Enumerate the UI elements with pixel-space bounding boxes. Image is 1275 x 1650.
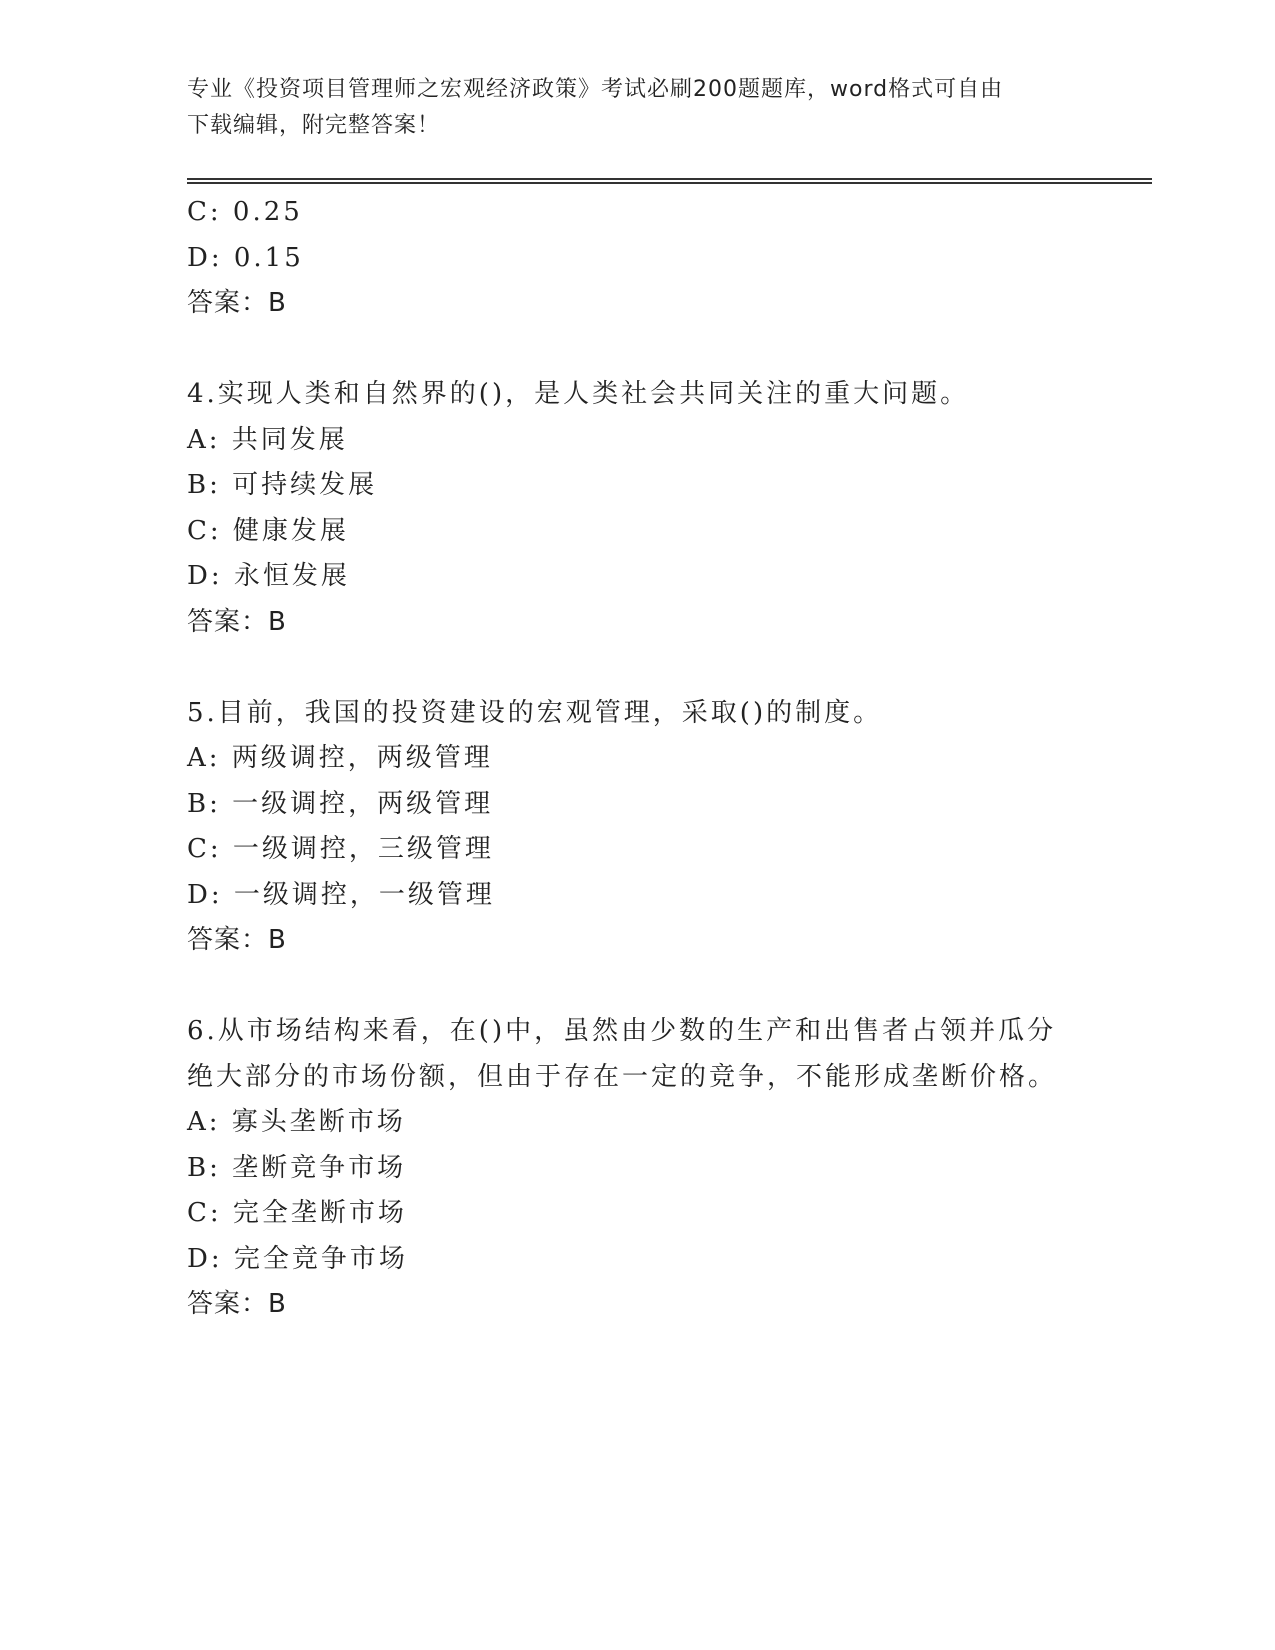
q3-answer: 答案：B (187, 288, 287, 318)
spacer (187, 327, 1087, 373)
header-line-1: 专业《投资项目管理师之宏观经济政策》考试必刷200题题库，word格式可自由 (187, 77, 1004, 102)
spacer (187, 964, 1087, 1010)
q6-stem-line-2: 绝大部分的市场份额，但由于存在一定的竞争，不能形成垄断价格。 (187, 1061, 1058, 1092)
q4-answer: 答案：B (187, 606, 287, 637)
q6-answer: 答案：B (187, 1289, 287, 1319)
q4-option-d: D: 永恒发展 (187, 561, 350, 591)
q5-option-c: C: 一级调控，三级管理 (187, 834, 494, 864)
q6-option-a: A: 寡头垄断市场 (187, 1107, 406, 1137)
q6-option-d: D: 完全竞争市场 (187, 1243, 408, 1274)
question-list (187, 190, 1087, 1328)
header-line-2: 下载编辑，附完整答案！ (187, 113, 441, 138)
document-header (187, 72, 1067, 144)
q4-option-a: A: 共同发展 (187, 424, 348, 455)
q4-stem: 4.实现人类和自然界的()，是人类社会共同关注的重大问题。 (187, 379, 970, 409)
q5-option-d: D: 一级调控，一级管理 (187, 879, 495, 910)
q4-option-b: B: 可持续发展 (187, 470, 378, 500)
q6-option-b: B: 垄断竞争市场 (187, 1152, 407, 1183)
question-4 (187, 372, 1087, 645)
question-5 (187, 691, 1087, 964)
q5-stem: 5.目前，我国的投资建设的宏观管理，采取()的制度。 (187, 697, 883, 728)
q5-option-a: A: 两级调控，两级管理 (187, 743, 493, 773)
question-6 (187, 1009, 1087, 1328)
q3-option-d: D: 0.15 (187, 242, 304, 273)
q6-stem-line-1: 6.从市场结构来看，在()中，虽然由少数的生产和出售者占领并瓜分 (187, 1016, 1057, 1046)
q3-option-c: C: 0.25 (187, 197, 303, 227)
header-divider-bottom (187, 182, 1152, 184)
q4-option-c: C: 健康发展 (187, 515, 349, 546)
header-divider-top (187, 178, 1152, 180)
q6-option-c: C: 完全垄断市场 (187, 1198, 407, 1228)
spacer (187, 645, 1087, 691)
q5-answer: 答案：B (187, 925, 287, 955)
question-3-remainder (187, 190, 1087, 327)
q5-option-b: B: 一级调控，两级管理 (187, 788, 494, 819)
